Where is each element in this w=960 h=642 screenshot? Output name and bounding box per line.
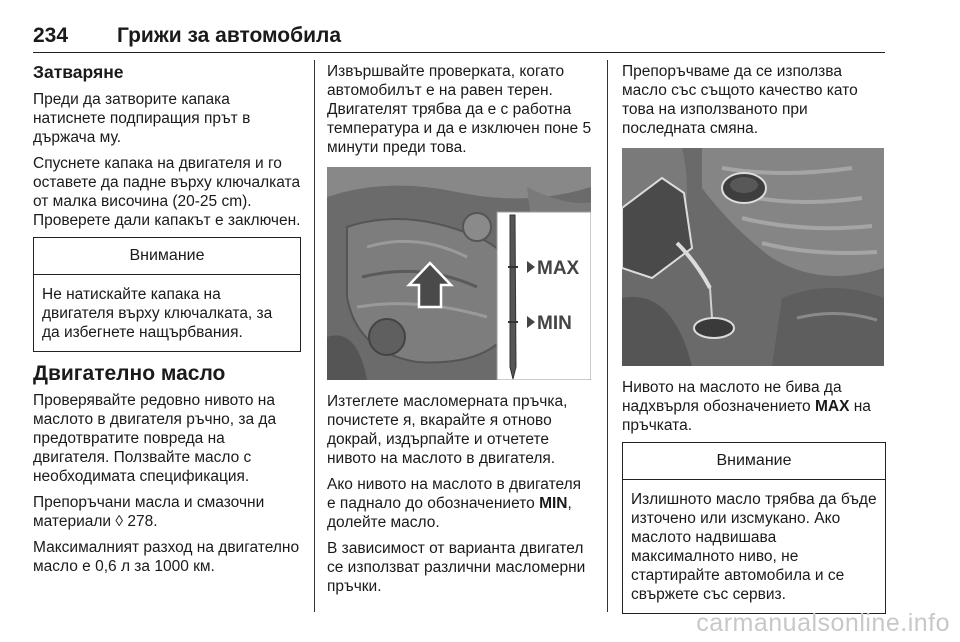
caution-title: Внимание	[623, 443, 885, 480]
paragraph: Проверявайте редовно нивото на маслото в двигателя ръчно, за да предотвратите повреда на двигателя. Ползвайте масло с необходимата спецификация.	[33, 392, 277, 485]
page-header	[33, 22, 885, 53]
column-divider	[314, 60, 315, 612]
paragraph-text-end: на пръчката.	[622, 398, 871, 434]
page-reference-link[interactable]: 278.	[127, 513, 158, 530]
paragraph: Максималният разход на двигателно масло е 0,6 л за 1000 км.	[33, 539, 300, 575]
min-label: MIN	[537, 313, 572, 334]
paragraph: Преди да затворите капака натиснете подпиращия прът в държача му.	[33, 91, 251, 146]
caution-body: Излишното масло трябва да бъде източено или изсмукано. Ако маслото надвишава максималното ниво, не стартирайте автомобила и се свържете със сервиз.	[631, 491, 877, 603]
reference-text: Препоръчани масла и смазочни материали	[33, 494, 265, 530]
min-mark: MIN	[539, 495, 568, 512]
column-1	[33, 62, 301, 583]
column-divider	[607, 60, 608, 612]
paragraph-text-end: , долейте масло.	[327, 495, 572, 531]
caution-body: Не натискайте капака на двигателя върху ключалката, за да избегнете нащърбвания.	[42, 286, 273, 341]
page-title: Грижи за автомобила	[117, 24, 342, 47]
section-title-engine-oil: Двигателно масло	[33, 362, 226, 385]
caution-box	[33, 237, 301, 352]
paragraph: В зависимост от варианта двигател се използват различни масломерни пръчки.	[327, 540, 586, 595]
engine-oil-filling-drawing	[622, 148, 884, 366]
paragraph	[622, 378, 886, 435]
dipstick-illustration	[327, 167, 591, 380]
max-mark: MAX	[814, 398, 850, 415]
caution-box	[622, 442, 886, 614]
paragraph-text: Ако нивото на маслото в двигателя е паднало до обозначението	[327, 476, 582, 512]
paragraph: Препоръчваме да се използва масло със същото качество като това на използваното при последната смяна.	[622, 63, 858, 137]
column-3	[622, 62, 886, 624]
subheading-closing: Затваряне	[33, 62, 124, 82]
column-2	[327, 62, 592, 603]
oil-filling-illustration	[622, 148, 884, 366]
paragraph-text: Нивото на маслото не бива да надхвърля обозначението	[622, 379, 842, 415]
watermark: carmanualsonline.info	[696, 609, 950, 637]
page-number: 234	[33, 24, 69, 47]
caution-title: Внимание	[34, 238, 300, 275]
engine-bay-drawing	[327, 167, 591, 380]
paragraph: Изтеглете масломерната пръчка, почистете я, вкарайте я отново докрай, издърпайте и отчетете нивото на маслото в двигателя.	[327, 393, 568, 467]
page-reference-icon: ◊	[115, 513, 124, 530]
paragraph: Извършвайте проверката, когато автомобилът е на равен терен. Двигателят трябва да е с работна температура и да е изключен поне 5 минути преди това.	[327, 63, 592, 156]
max-label: MAX	[537, 258, 580, 279]
paragraph	[327, 475, 592, 532]
paragraph: Спуснете капака на двигателя и го оставете да падне върху ключалката от малка височина (20-25 cm). Проверете дали капакът е заключен.	[33, 155, 301, 229]
paragraph-with-reference	[33, 493, 301, 531]
